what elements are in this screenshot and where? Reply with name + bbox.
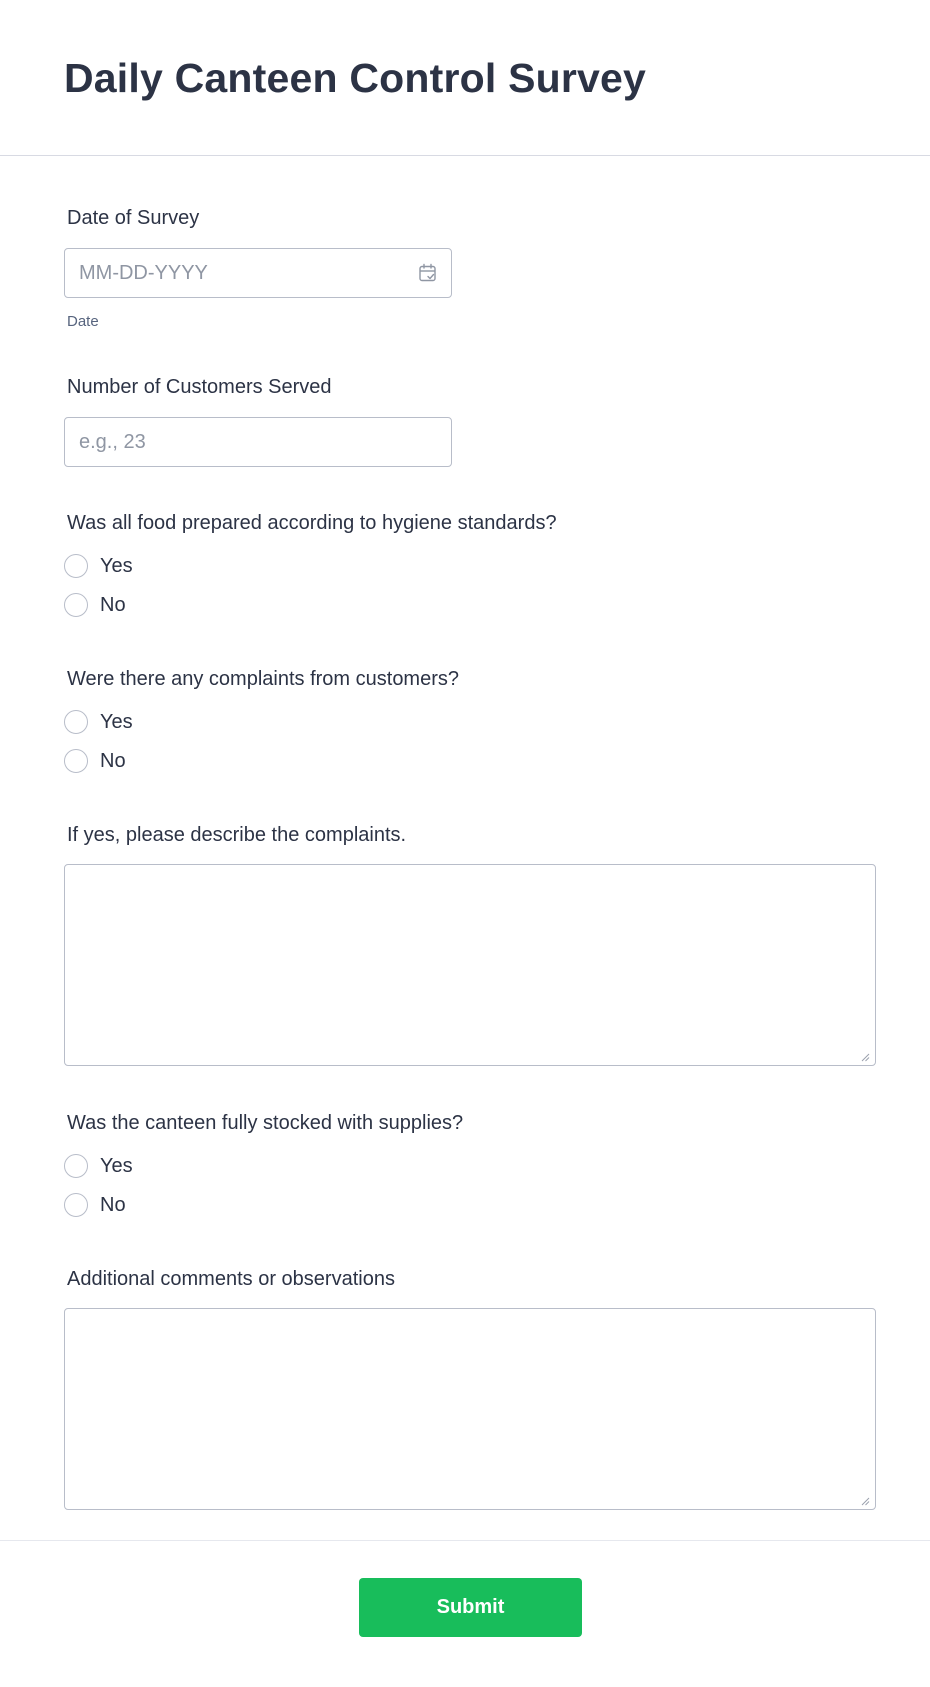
hygiene-question-label: Was all food prepared according to hygiene standards? [67,512,557,534]
radio-button[interactable] [64,1154,88,1178]
date-input[interactable] [64,248,452,298]
radio-label: No [100,750,126,772]
comments-label: Additional comments or observations [67,1268,395,1290]
radio-label: No [100,594,126,616]
complaints-description-textarea[interactable] [64,864,876,1066]
radio-button[interactable] [64,593,88,617]
resize-handle-icon[interactable] [860,1052,870,1062]
submit-button[interactable]: Submit [359,1578,582,1637]
page-title: Daily Canteen Control Survey [64,55,647,101]
radio-label: Yes [100,711,133,733]
radio-button[interactable] [64,710,88,734]
stocked-option-yes[interactable] [64,1152,264,1180]
radio-button[interactable] [64,749,88,773]
radio-button[interactable] [64,1193,88,1217]
complaints-description-label: If yes, please describe the complaints. [67,824,407,846]
form-header [0,0,930,156]
resize-handle-icon[interactable] [860,1496,870,1506]
date-label: Date of Survey [67,207,200,229]
customers-label: Number of Customers Served [67,376,332,398]
hygiene-option-yes[interactable] [64,552,264,580]
complaints-option-no[interactable] [64,747,264,775]
hygiene-option-no[interactable] [64,591,264,619]
radio-label: Yes [100,555,133,577]
complaints-option-yes[interactable] [64,708,264,736]
radio-button[interactable] [64,554,88,578]
stocked-question-label: Was the canteen fully stocked with supplies? [67,1112,464,1134]
customers-input[interactable] [64,417,452,467]
stocked-option-no[interactable] [64,1191,264,1219]
footer-divider [0,1540,930,1541]
date-sublabel: Date [67,313,99,330]
radio-label: No [100,1194,126,1216]
complaints-question-label: Were there any complaints from customers? [67,668,460,690]
radio-label: Yes [100,1155,133,1177]
calendar-icon[interactable] [418,263,438,283]
comments-textarea[interactable] [64,1308,876,1510]
